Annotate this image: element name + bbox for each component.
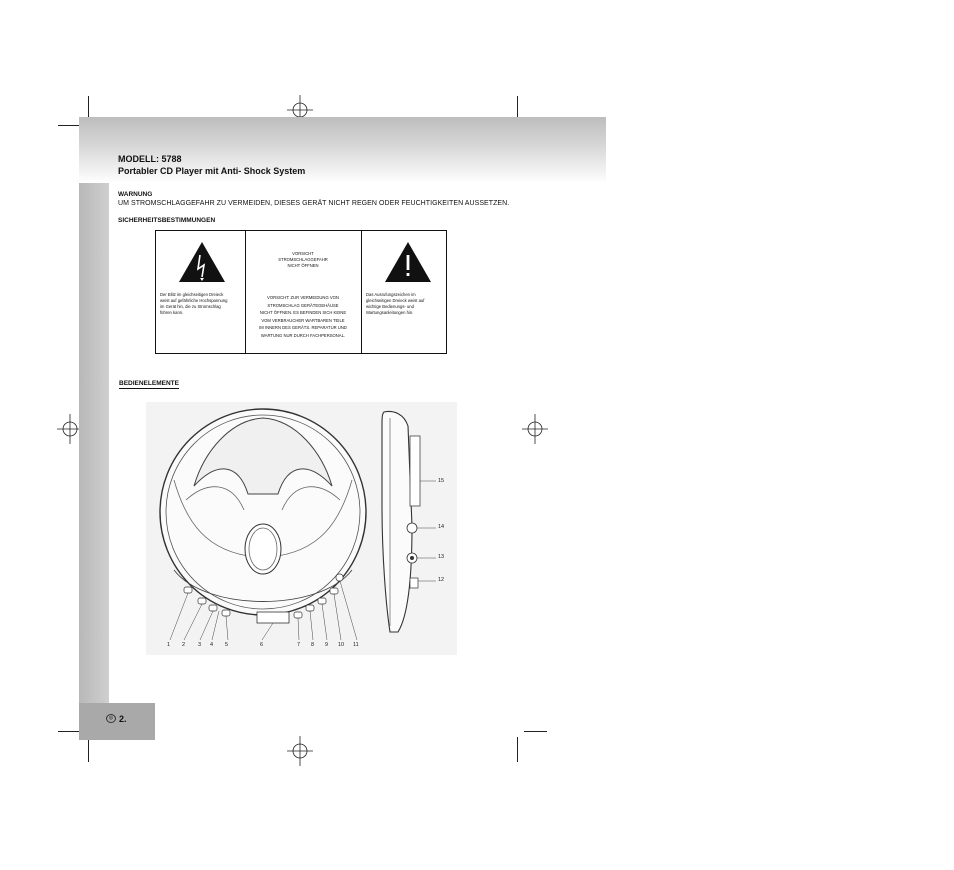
caution-title-line: VORSICHT xyxy=(292,251,314,256)
callout-label: 6 xyxy=(260,642,264,648)
callout-label: 13 xyxy=(438,554,445,560)
warning-heading: WARNUNG xyxy=(118,191,153,198)
safety-heading: SICHERHEITSBESTIMMUNGEN xyxy=(118,217,216,224)
callout-label: 14 xyxy=(438,524,445,530)
safety-left-line: weist auf gefährliche Hochspannung xyxy=(160,298,228,303)
caution-cell xyxy=(245,231,362,353)
callout-label: 11 xyxy=(353,642,359,648)
crop-mark xyxy=(58,125,80,126)
callout-label: 7 xyxy=(297,642,301,648)
safety-box xyxy=(155,230,447,354)
registration-mark-right xyxy=(520,414,550,444)
safety-left-line: im Gerät hin, die zu Stromschlag xyxy=(160,304,221,309)
crop-mark xyxy=(517,737,518,762)
callout-label: 1 xyxy=(167,642,171,648)
caution-text-line: STROMSCHLAG GERÄTEGEHÄUSE xyxy=(267,302,339,308)
caution-text-line: NICHT ÖFFNEN. ES BEFINDEN SICH KEINE xyxy=(259,310,347,316)
callout-label: 9 xyxy=(325,642,329,648)
exclamation-cell xyxy=(361,231,447,353)
caution-text-line: VORSICHT: ZUR VERMEIDUNG VON xyxy=(267,295,339,300)
caution-title-line: NICHT ÖFFNEN xyxy=(287,263,319,268)
registration-mark-bottom xyxy=(285,736,315,766)
lightning-cell xyxy=(156,231,246,353)
cd-player-side-view xyxy=(376,406,457,636)
model-title: MODELL: 5788 xyxy=(118,154,182,164)
globe-icon: ◎ xyxy=(106,714,116,723)
model-subtitle: Portabler CD Player mit Anti- Shock System xyxy=(118,166,306,176)
crop-mark xyxy=(88,737,89,762)
callout-label: 2 xyxy=(182,642,186,648)
callout-label: 5 xyxy=(225,642,229,648)
lightning-warning-icon xyxy=(178,241,226,283)
callout-label: 4 xyxy=(210,642,214,648)
safety-right-line: Wartungsanleitungen hin. xyxy=(366,310,414,315)
side-bar xyxy=(79,183,109,703)
exclamation-warning-icon xyxy=(384,241,432,283)
caution-text-line: IM INNERN DES GERÄTS. REPARATUR UND xyxy=(259,325,347,331)
callout-label: 10 xyxy=(338,642,345,648)
caution-text-line: VOM VERBRAUCHER WARTBAREN TEILE xyxy=(261,317,345,323)
controls-heading: BEDIENELEMENTE xyxy=(119,380,179,387)
safety-right-line: Das Ausrufungszeichen im xyxy=(366,292,416,297)
crop-mark xyxy=(524,731,547,732)
cd-player-diagram xyxy=(146,402,457,655)
crop-mark xyxy=(58,731,80,732)
warning-text: UM STROMSCHLAGGEFAHR ZU VERMEIDEN, DIESES GERÄT NICHT REGEN ODER FEUCHTIGKEITEN AUSSETZEN. xyxy=(118,200,510,207)
caution-title-line: STROMSCHLAGGEFAHR xyxy=(278,257,328,262)
page-number: 2. xyxy=(119,714,127,724)
safety-left-line: führen kann. xyxy=(160,310,184,315)
safety-left-line: Der Blitz im gleichseitigen Dreieck xyxy=(160,292,224,297)
callout-label: 8 xyxy=(311,642,315,648)
callout-label: 12 xyxy=(438,577,445,583)
callout-label: 15 xyxy=(438,478,445,484)
safety-right-line: wichtige Bedienungs- und xyxy=(366,304,414,309)
page-number-tab xyxy=(79,703,155,740)
safety-right-line: gleichseitigen Dreieck weist auf xyxy=(366,298,425,303)
callout-label: 3 xyxy=(198,642,202,648)
caution-text-line: WARTUNG NUR DURCH FACHPERSONAL. xyxy=(260,332,346,338)
